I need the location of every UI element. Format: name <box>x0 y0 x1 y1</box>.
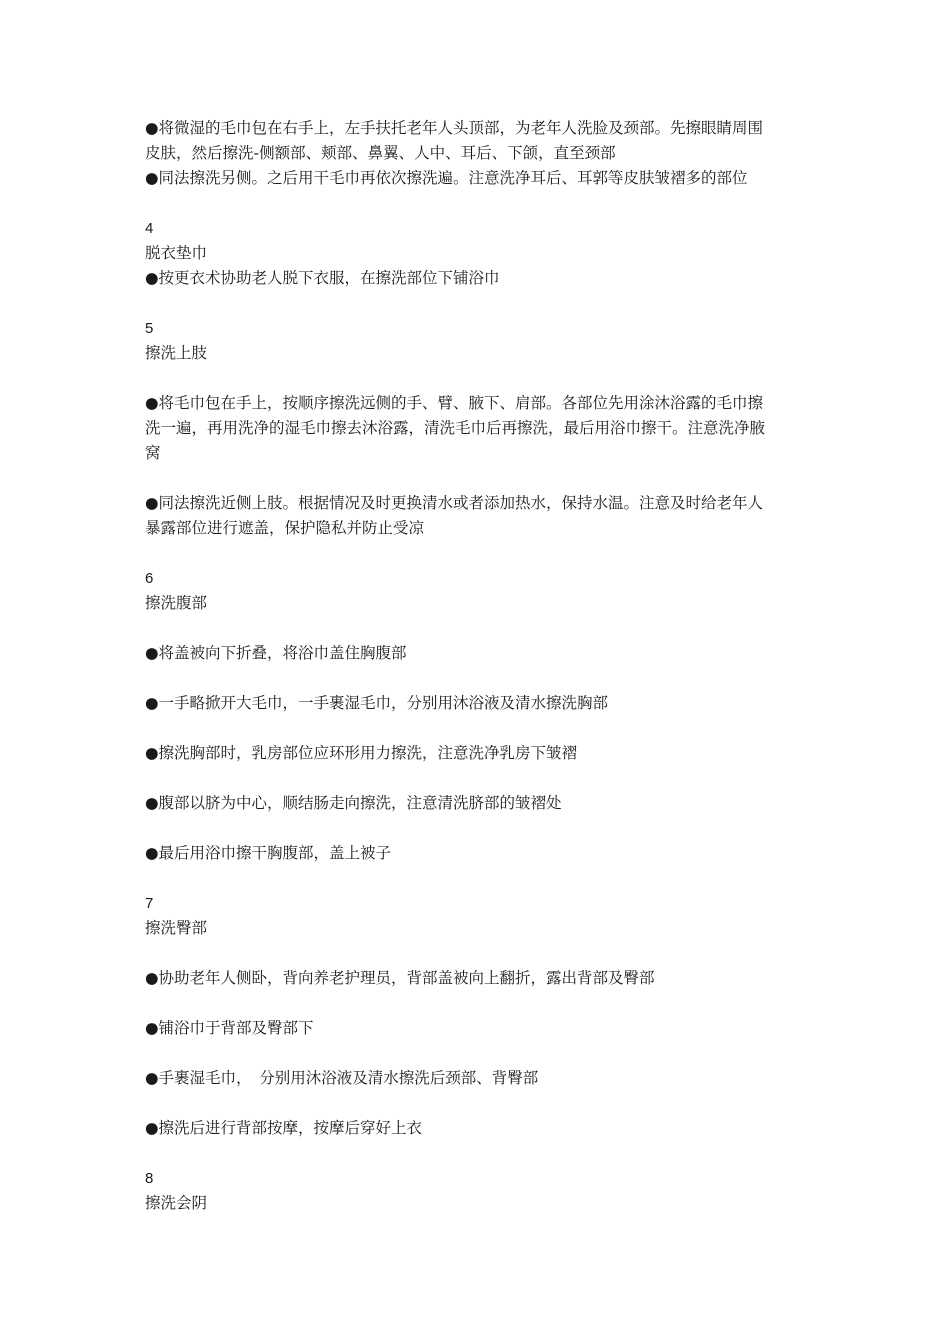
bullet-item: ●手裹湿毛巾， 分别用沐浴液及清水擦洗后颈部、背臀部 <box>145 1069 539 1087</box>
spacer <box>145 366 815 391</box>
spacer <box>145 666 815 691</box>
step-title: 擦洗臀部 <box>145 919 208 937</box>
bullet-wash-face-line-1: ●将微湿的毛巾包在右手上，左手扶托老年人头顶部，为老年人洗脸及颈部。先擦眼睛周围 <box>145 119 764 137</box>
section-7 <box>145 891 815 1141</box>
bullet-item: ●一手略掀开大毛巾，一手裹湿毛巾，分别用沐浴液及清水擦洗胸部 <box>145 694 609 712</box>
step-number: 5 <box>145 320 154 337</box>
step-number: 4 <box>145 220 154 237</box>
bullet-item: ●擦洗胸部时，乳房部位应环形用力擦洗，注意洗净乳房下皱褶 <box>145 744 578 762</box>
step-number: 8 <box>145 1170 154 1187</box>
spacer <box>145 1141 815 1166</box>
spacer <box>145 616 815 641</box>
step-title: 擦洗会阴 <box>145 1194 208 1212</box>
step-number: 6 <box>145 570 154 587</box>
spacer <box>145 466 815 491</box>
spacer <box>145 991 815 1016</box>
section-6 <box>145 566 815 866</box>
intro-section <box>145 116 815 191</box>
bullet-wash-other-side: ●同法擦洗另侧。之后用干毛巾再依次擦洗遍。注意洗净耳后、耳郭等皮肤皱褶多的部位 <box>145 169 748 187</box>
section-8 <box>145 1166 815 1216</box>
step-number: 7 <box>145 895 154 912</box>
spacer <box>145 716 815 741</box>
spacer <box>145 541 815 566</box>
section-5 <box>145 316 815 541</box>
bullet-item: ●协助老年人侧卧，背向养老护理员，背部盖被向上翻折，露出背部及臀部 <box>145 969 655 987</box>
bullet-item-line-2: 暴露部位进行遮盖，保护隐私并防止受凉 <box>145 519 425 537</box>
bullet-item: ●按更衣术协助老人脱下衣服，在擦洗部位下铺浴巾 <box>145 269 500 287</box>
spacer <box>145 766 815 791</box>
bullet-item-line-1: ●将毛巾包在手上，按顺序擦洗远侧的手、臂、腋下、肩部。各部位先用涂沐浴露的毛巾擦 <box>145 394 764 412</box>
spacer <box>145 191 815 216</box>
bullet-item: ●最后用浴巾擦干胸腹部，盖上被子 <box>145 844 392 862</box>
spacer <box>145 1041 815 1066</box>
spacer <box>145 291 815 316</box>
document-body <box>145 116 815 1216</box>
bullet-item-line-1: ●同法擦洗近侧上肢。根据情况及时更换清水或者添加热水，保持水温。注意及时给老年人 <box>145 494 764 512</box>
bullet-item-line-2: 洗一遍，再用洗净的湿毛巾擦去沐浴露，清洗毛巾后再擦洗，最后用浴巾擦干。注意洗净腋 <box>145 419 766 437</box>
section-4 <box>145 216 815 291</box>
bullet-item: ●将盖被向下折叠，将浴巾盖住胸腹部 <box>145 644 407 662</box>
spacer <box>145 1091 815 1116</box>
bullet-item-line-3: 窝 <box>145 444 161 462</box>
step-title: 擦洗上肢 <box>145 344 208 362</box>
step-title: 脱衣垫巾 <box>145 244 208 262</box>
spacer <box>145 941 815 966</box>
bullet-item: ●铺浴巾于背部及臀部下 <box>145 1019 314 1037</box>
spacer <box>145 816 815 841</box>
bullet-wash-face-line-2: 皮肤，然后擦洗-侧额部、颊部、鼻翼、人中、耳后、下颌，直至颈部 <box>145 144 616 162</box>
bullet-item: ●腹部以脐为中心，顺结肠走向擦洗，注意清洗脐部的皱褶处 <box>145 794 562 812</box>
step-title: 擦洗腹部 <box>145 594 208 612</box>
spacer <box>145 866 815 891</box>
bullet-item: ●擦洗后进行背部按摩，按摩后穿好上衣 <box>145 1119 423 1137</box>
